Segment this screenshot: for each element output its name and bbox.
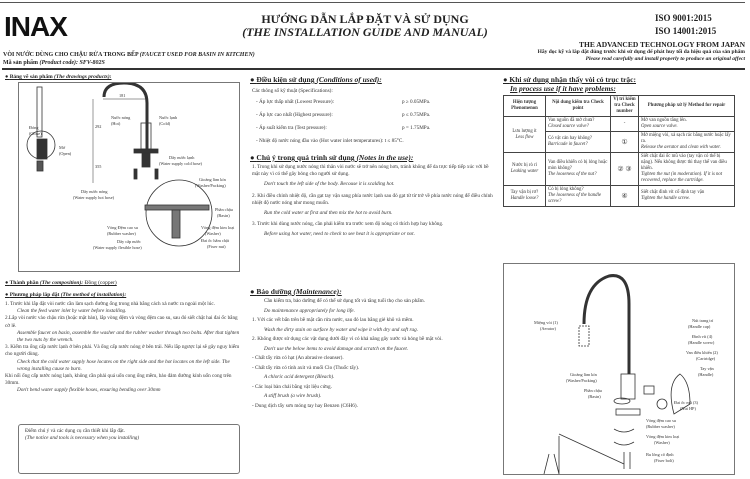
text: (Conditions of used): xyxy=(316,75,382,84)
text: ④ xyxy=(611,186,639,207)
spec-label: - Áp lực thấp nhất (Lowest Pressure): xyxy=(256,99,335,105)
step-text: 3. Kiểm tra ống cấp nước lạnh ở bên phải. Và ống cấp nước nóng ở bên trái. Nếu lắp ngược lại sẽ gây nguy hiểm cho người dùng. xyxy=(5,344,240,358)
spec-row xyxy=(252,125,492,138)
label-washer: Vòng đệm kim loại xyxy=(201,225,235,230)
note-text: 2. Khi điều chỉnh nhiệt độ, cần gạt tay vặn sang phía nước lạnh sau đó gạt từ từ trở về phía nước nóng để điều chỉnh nhiệt độ nước nóng như mong muốn. xyxy=(252,192,493,206)
text: The looseness of the nut? xyxy=(548,172,597,177)
label-close-en: (Close) xyxy=(29,131,42,136)
part-cartridge-en: (Cartridge) xyxy=(696,356,716,361)
trouble-heading-en: In process use if it have problems: xyxy=(510,84,616,93)
text: Mở miệng vòi, xả sạch rác bằng nước hoặc lấy ra. xyxy=(641,133,731,144)
text: Closed source valve? xyxy=(548,124,589,129)
part-nut-en: (Nut HP) xyxy=(680,406,696,411)
maintenance-list xyxy=(252,298,494,412)
label-open-en: (Open) xyxy=(59,151,72,156)
step-text: 2.Lắp vòi nước vào chậu rửa (hoặc mặt bàn), lắp vòng đệm và vòng đệm cao su, sau đó siết chặt hai đai ốc bằng cờ lê. xyxy=(5,315,238,329)
step-text-en: Clean the feed water inlet by water before installing. xyxy=(17,308,127,315)
spec-value: p ≥ 0.05MPa. xyxy=(402,99,431,105)
maintenance-line: - Các loại bàn chải bằng vật liệu cứng. xyxy=(252,383,332,390)
maintenance-heading: ● Bảo dưỡng (Maintenance): xyxy=(250,287,342,296)
label-flex-en: (Water supply flexible hose) xyxy=(93,245,142,250)
iso-14001: ISO 14001:2015 xyxy=(655,26,717,36)
note-text: 1. Trong khi sử dụng nước nóng thì thân vòi nước sẽ trở nên nóng hơn, tránh không để da trực tiếp tiếp xúc với bề mặt này vì có thể gây bỏng cho người sử dụng. xyxy=(252,164,489,178)
maintenance-line: A chloric acid detergent (Bleach). xyxy=(264,374,335,380)
installation-steps xyxy=(5,301,243,395)
text: Điều kiện sử dụng xyxy=(256,75,315,84)
text: Phương pháp lắp đặt xyxy=(9,292,60,298)
maintenance-line: A stiff brush (a wire brush). xyxy=(264,393,322,399)
step-text: Khi nối ống cấp nước nóng lạnh, không cần phải quá uốn cong ống mềm, bảo đảm đường kính uốn cong trên 30mm. xyxy=(5,373,232,387)
part-packing-en: (Washer/Packing) xyxy=(566,378,597,383)
text: Có bị lỏng không? xyxy=(548,187,584,192)
part-basin: Phần chậu xyxy=(584,388,602,393)
step-text-en: Assemble faucet on basin, assemble the washer and the rubber washer through two bolts. After that tighten the two nuts by the wrench. xyxy=(17,329,240,344)
col-check-number: Vị trí kiểm tra Check number xyxy=(611,96,639,117)
part-washer-en: (Washer) xyxy=(654,440,670,445)
text: ① xyxy=(611,132,639,153)
label-hot-hose: Dây nước nóng xyxy=(81,189,108,194)
label-basin-en: (Basin) xyxy=(217,213,230,218)
step-text-en: Check that the cold water supply hose locates on the right side and the hot locates on the left side. The wrong installing cause to burn. xyxy=(17,358,230,372)
maintenance-line: Wash the dirty stain on surface by water and wipe it with dry and soft rag. xyxy=(264,326,418,333)
label-rubber-en: (Rubber washer) xyxy=(107,231,136,236)
label-open: Mở xyxy=(59,145,66,150)
part-washer: Vòng đệm kim loại xyxy=(646,434,680,439)
inax-logo: INAX xyxy=(4,11,67,42)
header-rule xyxy=(2,68,745,70)
text: Nước bị rò rỉ xyxy=(512,163,537,168)
product-info xyxy=(3,51,255,67)
text: Có vật cản hay không? xyxy=(548,136,592,141)
iso-9001: ISO 9001:2015 xyxy=(655,13,712,23)
tagline-block xyxy=(420,40,745,63)
part-bolt: Bu lông cố định xyxy=(646,452,674,457)
troubleshooting-table xyxy=(503,95,735,207)
spec-label: - Áp lực cao nhất (Highest pressure): xyxy=(256,112,333,118)
col-check-point: Nội dung kiểm tra Check point xyxy=(546,96,611,117)
code-label-en: (Product code): xyxy=(39,60,79,66)
part-nut: Đai ốc mũ (3) xyxy=(674,400,698,405)
text: (Notes in the use): xyxy=(356,153,414,162)
label-packing: Gioăng làm kín xyxy=(199,177,226,182)
spec-row xyxy=(252,138,492,151)
title-vi: HƯỚNG DẪN LẮP ĐẶT VÀ SỬ DỤNG xyxy=(261,12,469,26)
maintenance-line: 2. Không được sử dụng các vật dụng dưới đây vì có khả năng gây xước và hỏng bề mặt vòi. xyxy=(252,336,443,342)
note-text-en: Run the cold water at first and then mix the hot to avoid burn. xyxy=(264,210,393,217)
notice-en: (The notice and tools is necessary when you installing) xyxy=(25,435,140,442)
spec-row xyxy=(252,99,492,112)
part-packing: Gioăng làm kín xyxy=(570,372,597,377)
iso-certs xyxy=(655,12,716,38)
label-washer-en: (Washer) xyxy=(205,231,221,236)
text: Thành phần xyxy=(9,280,39,286)
label-nut: Đai ốc hãm chặt xyxy=(201,238,230,243)
part-rubber: Vòng đệm cao su xyxy=(646,418,676,423)
label-cold-hose: Dây nước lạnh xyxy=(169,155,195,160)
label-nut-en: (Fixer nut) xyxy=(207,244,226,249)
maintenance-line: Cần kiểm tra, bảo dưỡng để có thể sử dụng tốt và tăng tuổi thọ cho sản phẩm. xyxy=(264,298,425,304)
text: Release the aerator and clean with water. xyxy=(641,145,721,150)
maintenance-line: - Chất tẩy rửa có hạt (An abrasive cleanser). xyxy=(252,355,344,361)
step-text-en: Don't bend water supply flexible hoses, ensuring bending over 30mm xyxy=(17,387,161,394)
table-row xyxy=(504,153,735,186)
col-method: Phương pháp xử lý Method for repair xyxy=(639,96,735,117)
part-screw-en: (Handle screw) xyxy=(688,340,715,345)
notes-heading: ● Chú ý trong quá trình sử dụng (Notes in the use): xyxy=(250,153,414,162)
faucet-drawing xyxy=(19,83,239,271)
text: Barricade in faucet? xyxy=(548,142,588,147)
note-text: 3. Trước khi dùng nước nóng, cần phải kiểm tra trước xem độ nóng có thích hợp hay không. xyxy=(252,221,444,228)
text: Siết chặt đai ốc mũ vào (tay vặn có thể bị nặng). Nếu không được thì thay thế van điều khiển. xyxy=(641,154,727,171)
maintenance-line: - Dung dịch tẩy sơn móng tay hay Benzen (C6H6). xyxy=(252,402,358,409)
part-rubber-en: (Rubber washer) xyxy=(646,424,675,429)
text: The looseness of the handle screw? xyxy=(548,193,602,204)
label-cold-hose-en: (Water supply cold hose) xyxy=(159,161,202,166)
part-screw: Đinh vít (4) xyxy=(692,334,713,339)
text: (The method of installation): xyxy=(60,292,127,298)
composition-value: Đồng (copper) xyxy=(84,280,117,286)
trouble-heading: ● Khi sử dụng nhận thấy vòi có trục trặc: xyxy=(503,75,637,84)
text: (The drawings products): xyxy=(54,74,112,80)
method-heading: ● Phương pháp lắp đặt (The method of installation): xyxy=(5,292,127,298)
product-drawing xyxy=(18,82,240,272)
spec-intro: Các thông số kỹ thuật (Specifications): xyxy=(252,88,333,94)
text: Tay vặn bị rơ? xyxy=(510,190,539,195)
text: Mở van nguồn tăng lên. xyxy=(641,118,687,123)
maintenance-line: Don't use the below items to avoid damage and scratch on the faucet. xyxy=(264,345,409,352)
text: Lưu lượng ít xyxy=(512,128,537,134)
text: (Maintenance): xyxy=(293,287,342,296)
part-aerator: Miệng vòi (1) xyxy=(534,320,558,325)
label-hot-hose-en: (Water supply hot hose) xyxy=(73,195,115,200)
product-name: VÒI NƯỚC DÙNG CHO CHẬU RỬA TRONG BẾP xyxy=(3,52,139,58)
text: Siết chặt đinh vít cố định tay vặn xyxy=(641,190,705,195)
label-basin: Phần chậu xyxy=(215,207,233,212)
text: Tighten the nut (in moderation). If it is not recovered, replace the cartridge. xyxy=(641,172,723,183)
spec-value: p ≤ 0.75MPa. xyxy=(402,112,431,118)
dim-width: 181 xyxy=(119,93,126,98)
table-row xyxy=(504,117,735,132)
label-cold: Nước lạnh xyxy=(159,115,178,120)
part-aerator-en: (Aerator) xyxy=(540,326,556,331)
notice-box xyxy=(18,424,240,474)
text: Khi sử dụng nhận thấy vòi có trục trặc: xyxy=(509,75,637,84)
spec-row xyxy=(252,112,492,125)
part-handle-en: (Handle) xyxy=(698,372,714,377)
note-text-en: Before using hot water, need to check to see heat it is appropriate or not. xyxy=(264,231,415,238)
text: Handle loose? xyxy=(510,196,539,201)
label-cold-en: (Cold) xyxy=(159,121,171,126)
drawings-heading: ● Bảng vẽ sản phẩm (The drawings products): xyxy=(5,74,112,80)
text: Open source valve. xyxy=(641,124,678,129)
text: Bảng vẽ sản phẩm xyxy=(9,74,53,80)
maintenance-line: - Chất tẩy rửa có tính axit và muối Clo (Thuốc tẩy). xyxy=(252,364,360,371)
text: Bảo dưỡng xyxy=(256,287,292,296)
tagline: THE ADVANCED TECHNOLOGY FROM JAPAN xyxy=(579,40,745,49)
spec-value: p = 1.75MPa. xyxy=(402,125,431,131)
product-name-en: (FAUCET USED FOR BASIN IN KITCHEN) xyxy=(139,52,255,58)
note-text-en: Don't touch the left side of the body. Becouse it is scalding hot. xyxy=(264,181,395,188)
text: Leaking water xyxy=(510,169,539,174)
part-handle: Tay vặn xyxy=(700,366,714,371)
part-cap-en: (Handle cap) xyxy=(688,324,711,329)
text: (The composition): xyxy=(39,280,84,286)
text: Van điều khiển có bị lỏng hoặc mòn không? xyxy=(548,160,608,171)
spec-list xyxy=(252,99,492,151)
part-basin-en: (Basin) xyxy=(588,394,601,399)
label-rubber: Vòng Đệm cao su xyxy=(107,225,138,230)
product-code: SFV-802S xyxy=(79,60,105,66)
text: Tighten the handle screw. xyxy=(641,196,690,201)
spec-label: - Áp suất kiểm tra (Test pressure): xyxy=(256,125,327,131)
part-bolt-en: (Fixer bolt) xyxy=(654,458,674,463)
top-rule xyxy=(0,2,745,3)
text: Chú ý trong quá trình sử dụng xyxy=(256,153,355,162)
code-label: Mã sản phẩm xyxy=(3,60,39,66)
maintenance-line: Do maintenance appropriately for long life. xyxy=(264,307,355,314)
col-phenomenon: Hiện tượng Phenomenon xyxy=(504,96,546,117)
step-text: 1. Trước khi lắp đặt vòi nước cần làm sạch đường ống trong nhà bằng cách xả nước ra ngoài một lúc. xyxy=(5,301,215,307)
text: Van nguồn đã mở chưa? xyxy=(548,118,595,123)
title-en: (THE INSTALLATION GUIDE AND MANUAL) xyxy=(242,25,488,39)
label-flex: Dây cấp nước xyxy=(117,239,141,244)
label-packing-en: (Washer/Packing) xyxy=(195,183,226,188)
read-note-en: Please read carefully and install properly to produce an original affect xyxy=(585,56,745,62)
exploded-faucet-drawing xyxy=(504,264,734,474)
text: Less flow xyxy=(515,134,534,140)
read-note-vi: Hãy đọc kỹ và lắp đặt đúng trước khi sử dụng để phát huy tối đa hiệu quả của sản phẩm xyxy=(537,49,745,55)
composition-heading: ● Thành phần (The composition): Đồng (copper) xyxy=(5,280,117,286)
label-close: Đóng xyxy=(29,125,39,130)
maintenance-line: 1. Với các vết bẩn trên bề mặt cần rửa nước, sau đó lau bằng giẻ khô và mềm. xyxy=(252,317,414,323)
conditions-heading: ● Điều kiện sử dụng (Conditions of used): xyxy=(250,75,382,84)
label-hot-en: (Hot) xyxy=(111,121,121,126)
table-row xyxy=(504,186,735,207)
part-cap: Nút trang trí xyxy=(692,318,714,323)
spec-label: - Nhiệt độ nước nóng đầu vào (Hot water inlet temperatures): t ≤ 85°C. xyxy=(256,138,404,144)
label-hot: Nước nóng xyxy=(111,115,131,120)
text: ② ③ xyxy=(611,153,639,186)
notes-list xyxy=(252,164,494,243)
document-title xyxy=(230,13,500,39)
text: - xyxy=(611,117,639,132)
notice-vi: Điểm chú ý và các dụng cụ cần thiết khi lắp đặt. xyxy=(25,428,125,434)
dim-height-2: 355 xyxy=(95,164,102,169)
part-cartridge: Van điều khiển (2) xyxy=(686,350,718,355)
dim-height-1: 292 xyxy=(95,124,102,129)
exploded-diagram xyxy=(503,263,735,475)
